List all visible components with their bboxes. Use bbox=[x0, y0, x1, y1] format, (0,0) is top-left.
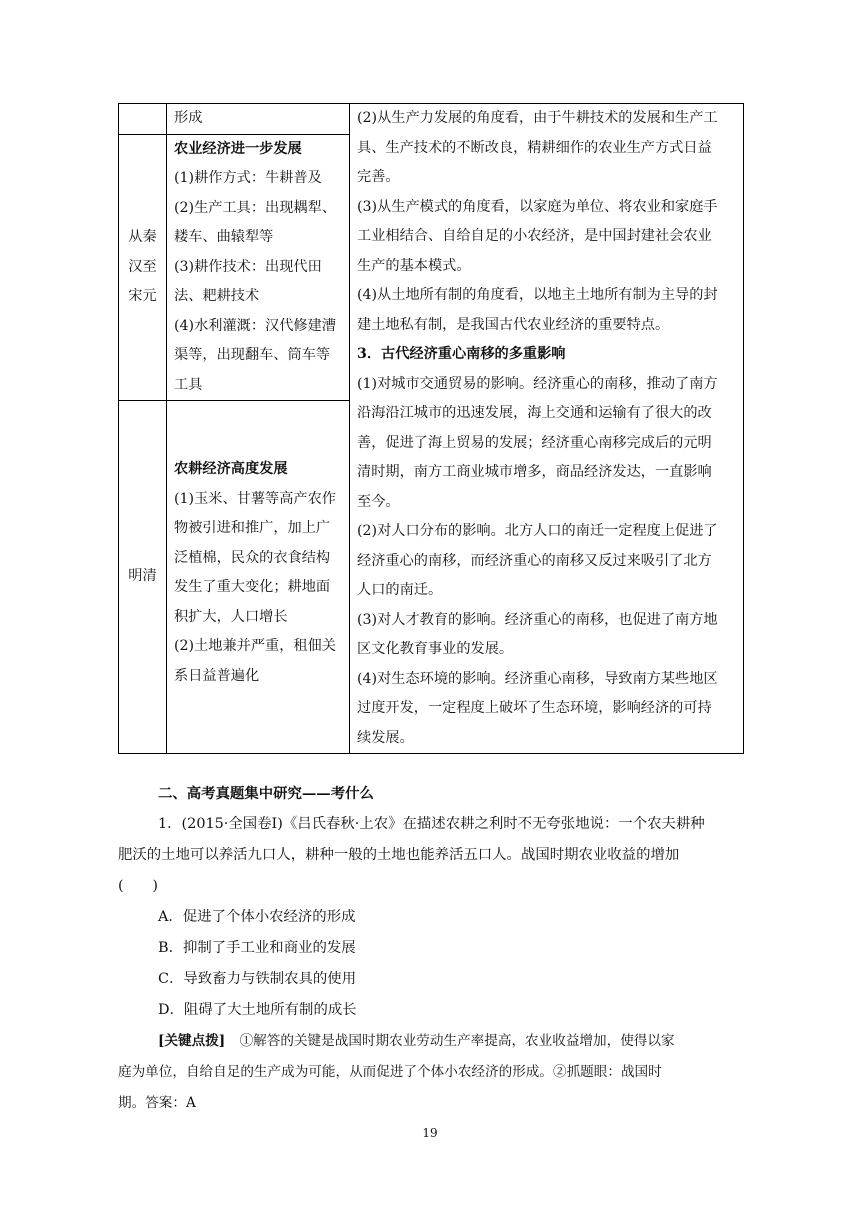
key-point-text: ①解答的关键是战国时期农业劳动生产率提高，农业收益增加，使得以家 bbox=[239, 1033, 675, 1049]
analysis-line: 至今。 bbox=[357, 493, 400, 510]
content-cell bbox=[167, 104, 350, 135]
key-point-text: 庭为单位，自给自足的生产成为可能，从而促进了个体小农经济的形成。②抓题眼：战国时 bbox=[118, 1064, 662, 1080]
analysis-line: 具、生产技术的不断改良，精耕细作的农业生产方式日益 bbox=[357, 139, 712, 156]
question-section bbox=[118, 778, 758, 1119]
question-text: ( ) bbox=[118, 878, 159, 894]
cell-heading: 农耕经济高度发展 bbox=[174, 461, 288, 477]
analysis-line: (2)从生产力发展的角度看，由于牛耕技术的发展和生产工 bbox=[357, 110, 718, 126]
cell-line: (1)耕作方式：牛耕普及 bbox=[174, 170, 322, 186]
key-point-line bbox=[118, 1026, 758, 1057]
cell-line: 泛植棉，民众的衣食结构 bbox=[174, 549, 331, 566]
cell-line: 耧车、曲辕犁等 bbox=[174, 229, 274, 245]
analysis-line: 建土地私有制，是我国古代农业经济的重要特点。 bbox=[357, 316, 670, 333]
era-cell bbox=[119, 134, 167, 401]
option-d: D．阻碍了大土地所有制的成长 bbox=[158, 1002, 357, 1018]
analysis-line: 人口的南迁。 bbox=[357, 582, 443, 598]
question-text: 1．(2015·全国卷Ⅰ)《吕氏春秋·上农》在描述农耕之利时不无夸张地说：一个农夫耕种 bbox=[158, 816, 705, 832]
question-text: 肥沃的土地可以养活九口人，耕种一般的土地也能养活五口人。战国时期农业收益的增加 bbox=[118, 847, 680, 863]
content-cell bbox=[167, 401, 350, 754]
cell-line: 物被引进和推广，加上广 bbox=[174, 520, 331, 536]
key-point-text: 期。答案：A bbox=[118, 1095, 196, 1111]
cell-heading: 农业经济进一步发展 bbox=[174, 140, 302, 157]
analysis-line: 生产的基本模式。 bbox=[357, 257, 471, 274]
content-cell bbox=[167, 134, 350, 401]
analysis-heading: 3．古代经济重心南移的多重影响 bbox=[357, 346, 566, 362]
cell-line: 法、耙耕技术 bbox=[174, 288, 260, 304]
cell-line: (2)生产工具：出现耦犁、 bbox=[174, 199, 336, 216]
option-c: C．导致畜力与铁制农具的使用 bbox=[158, 971, 357, 987]
analysis-line: 善，促进了海上贸易的发展；经济重心南移完成后的元明 bbox=[357, 434, 712, 451]
cell-line: 发生了重大变化；耕地面 bbox=[174, 579, 331, 595]
cell-line: 系日益普遍化 bbox=[174, 667, 260, 684]
cell-line: (3)耕作技术：出现代田 bbox=[174, 258, 322, 275]
cell-line: (4)水利灌溉：汉代修建漕 bbox=[174, 317, 336, 334]
analysis-line: 经济重心的南移，而经济重心的南移又反过来吸引了北方 bbox=[357, 552, 712, 569]
option-b: B．抑制了手工业和商业的发展 bbox=[158, 940, 356, 956]
era-cell bbox=[119, 104, 167, 135]
analysis-line: 过度开发，一定程度上破坏了生态环境，影响经济的可持 bbox=[357, 700, 712, 716]
analysis-line: 完善。 bbox=[357, 169, 400, 185]
cell-line: (2)土地兼并严重，租佃关 bbox=[174, 638, 336, 654]
page-number: 19 bbox=[422, 1126, 438, 1140]
table-row bbox=[119, 104, 744, 135]
cell-line: 形成 bbox=[174, 110, 203, 126]
cell-line: 积扩大，人口增长 bbox=[174, 608, 288, 625]
option-a: A．促进了个体小农经济的形成 bbox=[158, 909, 356, 925]
analysis-line: (1)对城市交通贸易的影响。经济重心的南移，推动了南方 bbox=[357, 375, 718, 392]
analysis-line: 清时期，南方工商业城市增多，商品经济发达，一直影响 bbox=[357, 464, 712, 480]
analysis-line: (2)对人口分布的影响。北方人口的南迁一定程度上促进了 bbox=[357, 523, 718, 539]
analysis-line: 区文化教育事业的发展。 bbox=[357, 641, 514, 657]
era-label: 宋元 bbox=[128, 288, 157, 304]
analysis-line: 续发展。 bbox=[357, 729, 414, 746]
key-point-label: [关键点拨] bbox=[158, 1033, 226, 1049]
era-cell bbox=[119, 401, 167, 754]
cell-line: 工具 bbox=[174, 376, 203, 393]
analysis-line: (4)对生态环境的影响。经济重心南移，导致南方某些地区 bbox=[357, 670, 718, 687]
section-heading: 二、高考真题集中研究——考什么 bbox=[158, 785, 374, 802]
cell-line: 渠等，出现翻车、筒车等 bbox=[174, 347, 331, 363]
analysis-line: 沿海沿江城市的迅速发展，海上交通和运输有了很大的改 bbox=[357, 405, 712, 421]
cell-line: (1)玉米、甘薯等高产农作 bbox=[174, 490, 336, 507]
era-label: 明清 bbox=[128, 568, 157, 585]
era-label: 汉至 bbox=[128, 258, 157, 275]
analysis-line: 工业相结合、自给自足的小农经济，是中国封建社会农业 bbox=[357, 228, 712, 244]
analysis-cell bbox=[350, 104, 744, 754]
content-table bbox=[118, 103, 744, 754]
analysis-line: (3)从生产模式的角度看，以家庭为单位、将农业和家庭手 bbox=[357, 198, 718, 215]
analysis-line: (4)从土地所有制的角度看，以地主土地所有制为主导的封 bbox=[357, 287, 718, 303]
era-label: 从秦 bbox=[128, 229, 157, 245]
analysis-line: (3)对人才教育的影响。经济重心的南移，也促进了南方地 bbox=[357, 611, 718, 628]
